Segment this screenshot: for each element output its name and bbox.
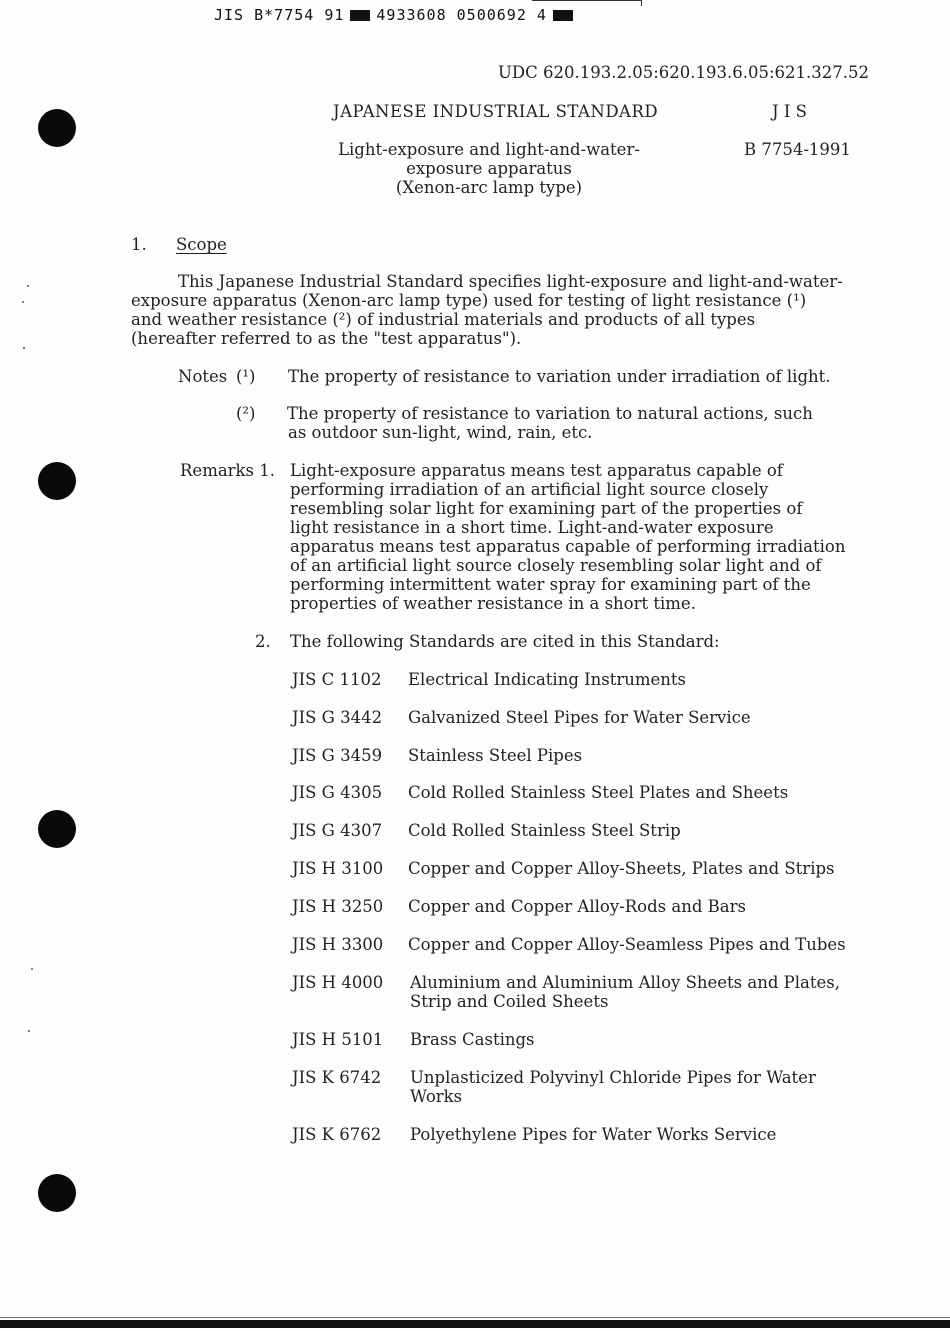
remark-1-line: apparatus means test apparatus capable of performing irradiation	[290, 537, 846, 556]
punch-hole-icon	[38, 462, 76, 500]
bottom-scan-rule-thin	[0, 1317, 950, 1318]
standard-title-text: Works	[410, 1087, 463, 1106]
header-code-a: JIS B*7754 91	[214, 6, 345, 24]
note-2-line-2: as outdoor sun-light, wind, rain, etc.	[288, 423, 593, 442]
standard-code: JIS H 3250	[292, 897, 384, 916]
scan-speck	[28, 1030, 30, 1032]
standard-title-text: Copper and Copper Alloy-Seamless Pipes and Tubes	[408, 935, 846, 954]
standard-organization: JAPANESE INDUSTRIAL STANDARD	[333, 102, 659, 121]
standard-title-text: Galvanized Steel Pipes for Water Service	[408, 708, 751, 727]
standard-title-text: Polyethylene Pipes for Water Works Service	[410, 1125, 777, 1144]
remark-1-line: resembling solar light for examining part of the properties of	[290, 499, 803, 518]
section-title: Scope	[176, 235, 227, 254]
standard-title-text: Cold Rolled Stainless Steel Strip	[408, 821, 681, 840]
remark-2-text: The following Standards are cited in this Standard:	[290, 632, 720, 651]
standard-number: B 7754-1991	[744, 140, 851, 159]
punch-hole-icon	[38, 109, 76, 147]
standard-code: JIS H 3100	[292, 859, 384, 878]
standard-title-text: Unplasticized Polyvinyl Chloride Pipes for Water	[410, 1068, 816, 1087]
standard-code: JIS C 1102	[292, 670, 382, 689]
standard-code: JIS K 6762	[292, 1125, 382, 1144]
standard-code: JIS K 6742	[292, 1068, 382, 1087]
scan-speck	[27, 285, 29, 287]
remark-2-number: 2.	[255, 632, 271, 651]
note-2-marker: (²)	[236, 404, 256, 423]
note-1-marker: (¹)	[236, 367, 256, 386]
standard-title-text: Strip and Coiled Sheets	[410, 992, 609, 1011]
scope-line-1: This Japanese Industrial Standard specifies light-exposure and light-and-water-	[178, 272, 843, 291]
barcode-block-icon	[553, 10, 573, 21]
standard-code: JIS G 4305	[292, 783, 383, 802]
jis-label: J I S	[772, 102, 807, 121]
standard-code: JIS G 3459	[292, 746, 383, 765]
remark-1-line: of an artificial light source closely resembling solar light and of	[290, 556, 822, 575]
bottom-scan-rule	[0, 1320, 950, 1328]
standard-title-text: Copper and Copper Alloy-Sheets, Plates and Strips	[408, 859, 835, 878]
remark-1-line: performing irradiation of an artificial light source closely	[290, 480, 769, 499]
barcode-block-icon	[350, 10, 370, 21]
standard-title-text: Cold Rolled Stainless Steel Plates and Sheets	[408, 783, 789, 802]
note-2-line-1: The property of resistance to variation to natural actions, such	[287, 404, 813, 423]
standard-title-text: Aluminium and Aluminium Alloy Sheets and Plates,	[410, 973, 840, 992]
remark-1-line: Light-exposure apparatus means test apparatus capable of	[290, 461, 783, 480]
standard-code: JIS H 4000	[292, 973, 384, 992]
scan-speck	[22, 301, 24, 303]
header-rule	[532, 0, 642, 1]
standard-title-text: Brass Castings	[410, 1030, 535, 1049]
document-header-code	[214, 6, 579, 24]
standard-code: JIS H 5101	[292, 1030, 384, 1049]
title-line-1: Light-exposure and light-and-water-	[338, 140, 640, 159]
standard-code: JIS H 3300	[292, 935, 384, 954]
scan-speck	[23, 347, 25, 349]
punch-hole-icon	[38, 810, 76, 848]
standard-title-text: Stainless Steel Pipes	[408, 746, 583, 765]
standard-code: JIS G 4307	[292, 821, 383, 840]
section-number: 1.	[131, 235, 147, 254]
remark-1-line: light resistance in a short time. Light-and-water exposure	[290, 518, 774, 537]
standard-title-text: Copper and Copper Alloy-Rods and Bars	[408, 897, 746, 916]
title-line-3: (Xenon-arc lamp type)	[395, 178, 583, 197]
notes-label: Notes	[178, 367, 228, 386]
scope-line-3: and weather resistance (²) of industrial materials and products of all types	[131, 310, 756, 329]
remark-1-line: properties of weather resistance in a short time.	[290, 594, 696, 613]
standard-title-text: Electrical Indicating Instruments	[408, 670, 687, 689]
standard-title	[336, 140, 642, 197]
punch-hole-icon	[38, 1174, 76, 1212]
note-1-text: The property of resistance to variation under irradiation of light.	[288, 367, 831, 386]
remark-1-line: performing intermittent water spray for examining part of the	[290, 575, 811, 594]
udc-number: UDC 620.193.2.05:620.193.6.05:621.327.52	[498, 63, 870, 82]
remarks-label: Remarks 1.	[180, 461, 276, 480]
title-line-2: exposure apparatus	[406, 159, 572, 178]
header-rule-tick	[641, 0, 642, 6]
header-code-b: 4933608 0500692 4	[376, 6, 547, 24]
scope-line-2: exposure apparatus (Xenon-arc lamp type) used for testing of light resistance (¹)	[131, 291, 807, 310]
scope-line-4: (hereafter referred to as the "test apparatus").	[131, 329, 522, 348]
scan-speck	[31, 968, 33, 970]
standard-code: JIS G 3442	[292, 708, 383, 727]
